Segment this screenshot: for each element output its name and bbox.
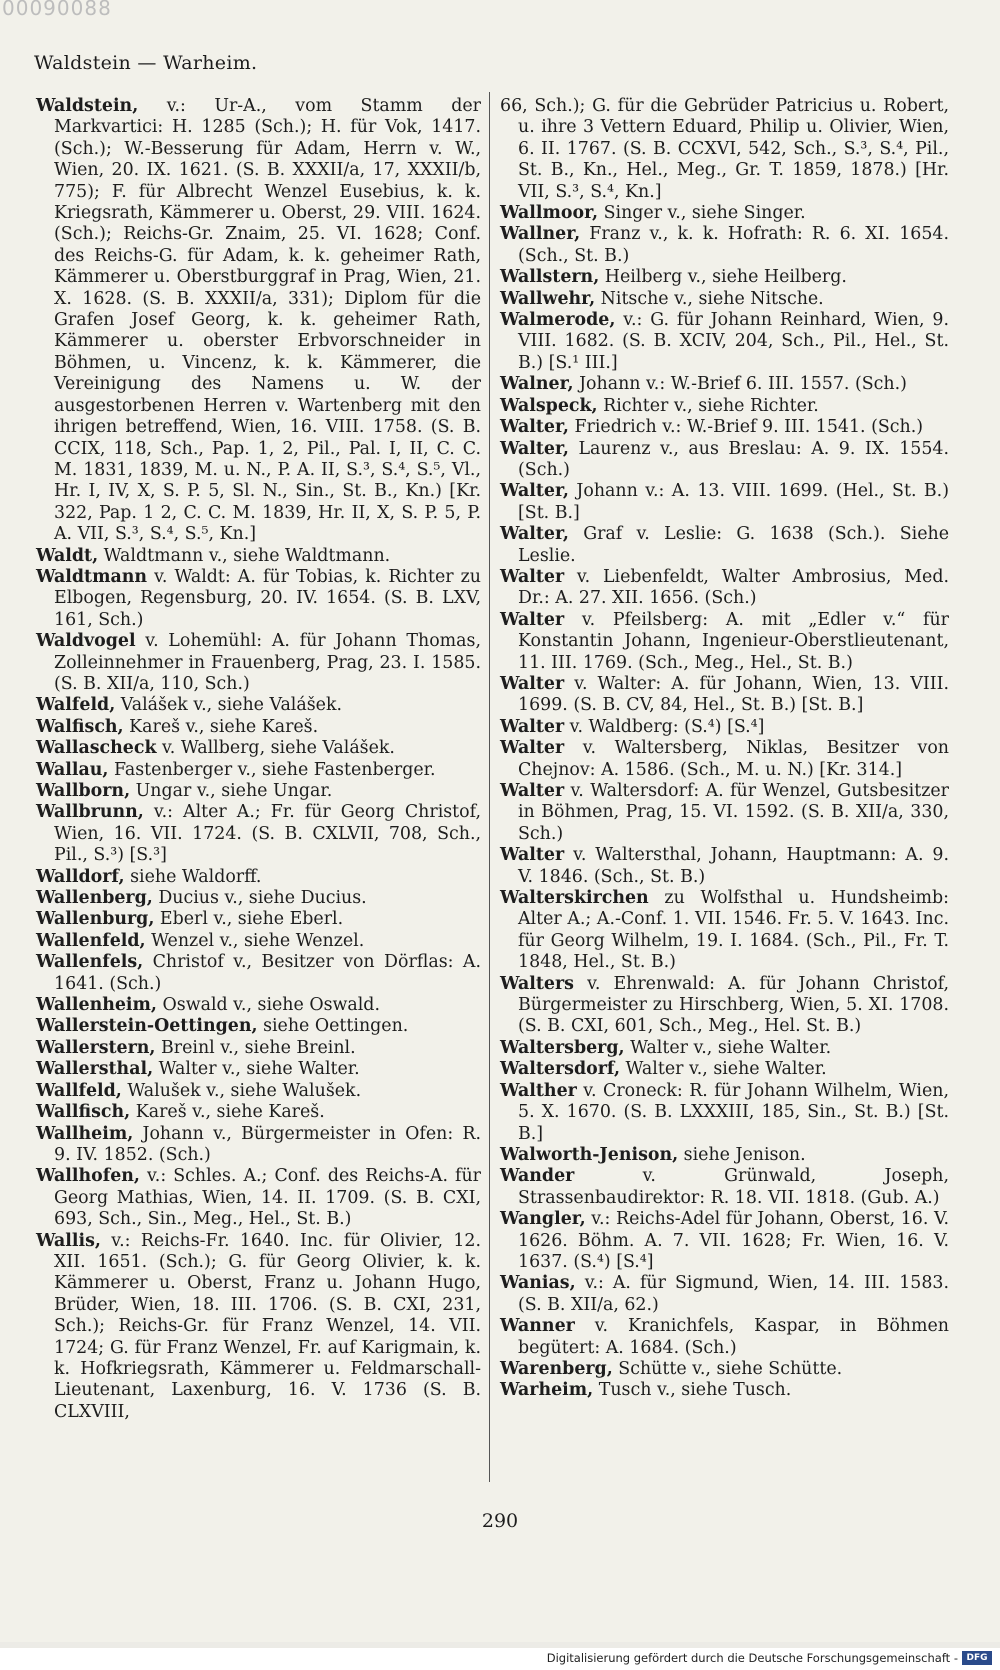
register-entry [500, 374, 949, 395]
entry-text: v. Grünwald, Joseph, Strassenbaudirektor: R. 18. VII. 1818. (Gub. A.) [518, 1166, 949, 1208]
entry-keyword: Wallhofen, [36, 1166, 140, 1187]
entry-text: Johann v., Bürgermeister in Ofen: R. 9. IV. 1852. (Sch.) [54, 1123, 481, 1165]
register-entry [500, 1038, 949, 1059]
register-entry [36, 952, 481, 995]
entry-keyword: Walmerode, [500, 310, 616, 331]
entry-text: v.: G. für Johann Reinhard, Wien, 9. VIII. 1682. (S. B. XCIV, 204, Sch., Pil., Hel., St. B.) [S.¹ III.] [518, 310, 949, 373]
entry-text: v. Kranichfels, Kaspar, in Böhmen begütert: A. 1684. (Sch.) [518, 1316, 949, 1358]
register-entry [500, 717, 949, 738]
entry-text: Ungar v., siehe Ungar. [130, 781, 333, 801]
entry-keyword: Walter [500, 781, 565, 801]
register-entry [36, 1016, 481, 1037]
entry-text: v. Waltersdorf: A. für Wenzel, Gutsbesitzer in Böhmen, Prag, 15. VI. 1592. (S. B. XII/a, 330, Sch.) [518, 781, 949, 844]
register-entry [500, 888, 949, 974]
entry-keyword: Wallheim, [36, 1123, 134, 1144]
register-entry [36, 931, 481, 952]
entry-text: Johann v.: W.-Brief 6. III. 1557. (Sch.) [573, 374, 907, 395]
entry-keyword: Walfisch, [36, 716, 124, 737]
entry-keyword: Wallersthal, [36, 1059, 154, 1080]
register-entry [500, 1209, 949, 1273]
entry-text: Christof v., Besitzer von Dörflas: A. 1641. (Sch.) [54, 952, 481, 994]
entry-keyword: Wander [500, 1166, 575, 1187]
entry-text: v. Ehrenwald: A. für Johann Christof, Bürgermeister zu Hirschberg, Wien, 5. XI. 1708. (S. B. CXI, 601, Sch., Meg., Hel. St. B.) [518, 973, 949, 1037]
entry-keyword: Walterskirchen [500, 888, 649, 909]
entry-text: zu Wolfsthal u. Hundsheimb: Alter A.; A.-Conf. 1. VII. 1546. Fr. 5. V. 1643. Inc. für Georg Wilhelm, 19. I. 1684. (Sch., Pil., Fr. T. 1848, Hel., St. B.) [518, 888, 949, 973]
register-entry [500, 417, 949, 438]
entry-text: Laurenz v., aus Breslau: A. 9. IX. 1554. (Sch.) [518, 438, 949, 480]
register-entry [36, 631, 481, 695]
entry-text: Franz v., k. k. Hofrath: R. 6. XI. 1654. (Sch., St. B.) [518, 224, 949, 266]
entry-keyword: Walter [500, 609, 565, 630]
scan-id: 00090088 [2, 0, 112, 20]
entry-text: v. Liebenfeldt, Walter Ambrosius, Med. Dr.: A. 27. XII. 1656. (Sch.) [518, 566, 949, 609]
entry-keyword: Walter [500, 738, 565, 759]
entry-keyword: Wallerstein-Oettingen, [36, 1016, 258, 1037]
entry-keyword: Walters [500, 973, 574, 994]
entry-keyword: Wallerstern, [36, 1037, 156, 1058]
register-entry [500, 1081, 949, 1145]
entry-text: v. Waldberg: (S.⁴) [S.⁴] [564, 716, 765, 737]
entry-keyword: Wallenheim, [36, 995, 157, 1016]
entry-keyword: Walner, [500, 374, 574, 395]
entry-keyword: Wallfisch, [36, 1102, 131, 1123]
entry-keyword: Wallstern, [500, 267, 600, 288]
register-entry [36, 96, 481, 546]
entry-text: Wenzel v., siehe Wenzel. [145, 930, 365, 951]
entry-text: Ducius v., siehe Ducius. [152, 888, 367, 909]
entry-text: siehe Waldorff. [124, 866, 262, 887]
entry-keyword: Wallmoor, [500, 203, 599, 224]
register-entry [36, 781, 481, 802]
entry-keyword: Waltersdorf, [500, 1059, 621, 1080]
register-entry [36, 717, 481, 738]
register-entry [36, 1038, 481, 1059]
entry-keyword: Wallwehr, [500, 288, 596, 309]
entry-keyword: Wangler, [500, 1209, 586, 1230]
register-entry [500, 396, 949, 417]
register-entry [500, 738, 949, 781]
entry-keyword: Walter, [500, 417, 569, 438]
register-entry [36, 567, 481, 631]
entry-text: Fastenberger v., siehe Fastenberger. [108, 759, 436, 780]
register-entry [500, 481, 949, 524]
register-entry [36, 1102, 481, 1123]
entry-text: v.: Alter A.; Fr. für Georg Christof, Wien, 16. VII. 1724. (S. B. CXLVII, 708, Sch., Pil., S.³) [S.³] [54, 802, 481, 866]
entry-text: siehe Oettingen. [257, 1016, 409, 1037]
entry-keyword: Wallbrunn, [36, 802, 144, 823]
entry-text: Waldtmann v., siehe Waldtmann. [98, 545, 391, 566]
register-entry [500, 1145, 949, 1166]
register-entry [500, 267, 949, 288]
entry-text: v. Waltersberg, Niklas, Besitzer von Chejnov: A. 1586. (Sch., M. u. N.) [Kr. 314.] [518, 738, 949, 780]
entry-text: Valášek v., siehe Valášek. [115, 695, 343, 716]
entry-text: Oswald v., siehe Oswald. [156, 995, 380, 1016]
register-entry [36, 867, 481, 888]
entry-keyword: Walter [500, 716, 565, 737]
register-entry [500, 224, 949, 267]
entry-text: Richter v., siehe Richter. [597, 395, 819, 416]
entry-keyword: Wallenfels, [36, 952, 144, 973]
register-entry [36, 1124, 481, 1167]
entry-keyword: Walter [500, 566, 565, 587]
entry-text: Eberl v., siehe Eberl. [154, 909, 344, 930]
register-entry [500, 96, 949, 203]
register-entry [500, 845, 949, 888]
entry-keyword: Walfeld, [36, 695, 116, 716]
register-entry [500, 781, 949, 845]
entry-keyword: Wallenberg, [36, 888, 153, 909]
entry-keyword: Waldt, [36, 545, 99, 566]
entry-text: Johann v.: A. 13. VIII. 1699. (Hel., St. B.) [St. B.] [518, 481, 949, 523]
left-column [36, 96, 481, 1423]
entry-text: Walter v., siehe Walter. [153, 1059, 360, 1080]
entry-text: v.: Reichs-Fr. 1640. Inc. für Olivier, 12. XII. 1651. (Sch.); G. für Georg Olivier, k. k. Kämmerer u. Oberst, Franz u. Johann Hugo, Brüder, Wien, 18. III. 1706. (S. B. CXI, 231, Sch.); Reichs-Gr. für Franz Wenzel, 14. VII. 1724; G. für Franz Wenzel, Fr. auf Karigmain, k. k. Hofkriegsrath, Kämmerer u. Feldmarschall-Lieutenant, Laxenburg, 16. V. 1736 (S. B. CLXVIII, [54, 1230, 481, 1422]
entry-keyword: Waldstein, [36, 96, 139, 116]
entry-text: v. Walter: A. für Johann, Wien, 13. VIII. 1699. (S. B. CV, 84, Hel., St. B.) [St. B.] [518, 673, 949, 716]
entry-keyword: Wallborn, [36, 781, 131, 801]
register-entry [500, 567, 949, 610]
entry-text: siehe Jenison. [678, 1144, 806, 1165]
entry-keyword: Wallenfeld, [36, 930, 146, 951]
entry-text: v. Lohemühl: A. für Johann Thomas, Zolleinnehmer in Frauenberg, Prag, 23. I. 1585. (S. B. XII/a, 110, Sch.) [54, 631, 481, 694]
right-column [500, 96, 949, 1402]
register-entry [500, 1273, 949, 1316]
register-entry [36, 995, 481, 1016]
entry-text: v.: Reichs-Adel für Johann, Oberst, 16. V. 1626. Böhm. A. 7. VII. 1628; Fr. Wien, 16. V. 1637. (S.⁴) [S.⁴] [518, 1209, 949, 1272]
entry-text: Heilberg v., siehe Heilberg. [599, 267, 847, 288]
entry-keyword: Wallner, [500, 224, 581, 245]
entry-text: Walter v., siehe Walter. [624, 1037, 832, 1058]
register-entry [36, 802, 481, 866]
entry-keyword: Waltersberg, [500, 1037, 625, 1058]
register-entry [500, 524, 949, 567]
register-entry [500, 439, 949, 482]
entry-text: v.: Ur-A., vom Stamm der Markvartici: H. 1285 (Sch.); H. für Vok, 1417. (Sch.); W.-Besserung für Adam, Herrn v. W., Wien, 20. IX. 1621. (S. B. XXXII/a, 17, XXXII/b, 775); F. für Albrecht Wenzel Eusebius, k. k. Kriegsrath, Kämmerer u. Oberst, 29. VIII. 1624. (Sch.); Reichs-Gr. Znaim, 25. VI. 1628; Conf. des Reichs-G. für Adam, k. k. geheimer Rath, Kämmerer u. Oberstburggraf in Prag, Wien, 21. X. 1628. (S. B. XXXII/a, 331); Diplom für die Grafen Josef Georg, k. k. geheimer Rath, Kämmerer u. oberster Erbvorschneider in Böhmen, u. Vincenz, k. k. Kämmerer, die Vereinigung des Namens u. W. der ausgestorbenen Herren v. Wartenberg mit den ihrigen betreffend, Wien, 16. VIII. 1758. (S. B. CCIX, 118, Sch., Pap. 1, 2, Pil., Pal. I, II, C. C. M. 1831, 1839, M. u. N., P. A. II, S.³, S.⁴, S.⁵, Vl., Hr. I, IV, X, S. P. 5, Sl. N., Sin., St. B., Kn.) [Kr. 322, Pap. 1 2, C. C. M. 1839, Hr. II, X, S. P. 5, P. A. VII, S.³, S.⁴, S.⁵, Kn.] [54, 96, 481, 545]
entry-keyword: Wallfeld, [36, 1080, 122, 1101]
entry-keyword: Wallenburg, [36, 909, 155, 930]
entry-text: Walušek v., siehe Walušek. [121, 1080, 362, 1101]
entry-keyword: Warenberg, [500, 1358, 613, 1379]
register-entry [36, 546, 481, 567]
column-rule [489, 92, 490, 1482]
running-head: Waldstein — Warheim. [34, 52, 258, 74]
register-entry [500, 310, 949, 374]
entry-keyword: Wanias, [500, 1273, 576, 1294]
entry-text: Graf v. Leslie: G. 1638 (Sch.). Siehe Leslie. [518, 524, 949, 566]
register-entry [36, 1059, 481, 1080]
entry-keyword: Wanner [500, 1316, 575, 1337]
entry-text: Nitsche v., siehe Nitsche. [595, 288, 824, 309]
entry-keyword: Wallis, [36, 1230, 101, 1251]
entry-keyword: Walter, [500, 438, 569, 459]
entry-text: Walter v., siehe Walter. [620, 1059, 827, 1080]
register-entry [500, 1166, 949, 1209]
register-entry [36, 1081, 481, 1102]
dfg-logo: DFG [962, 1651, 992, 1665]
entry-keyword: Walther [500, 1080, 577, 1101]
register-entry [36, 695, 481, 716]
register-entry [36, 738, 481, 759]
register-entry [36, 888, 481, 909]
register-entry [36, 1231, 481, 1424]
footer-bar [0, 1648, 1000, 1670]
register-entry [500, 1316, 949, 1359]
register-entry [500, 674, 949, 717]
entry-text: v. Pfeilsberg: A. mit „Edler v.“ für Konstantin Johann, Ingenieur-Oberstlieutenant, 11. III. 1769. (Sch., Meg., Hel., St. B.) [518, 609, 949, 673]
register-entry [500, 610, 949, 674]
register-entry [500, 1359, 949, 1380]
register-entry [500, 203, 949, 224]
entry-text: Friedrich v.: W.-Brief 9. III. 1541. (Sch.) [568, 417, 924, 438]
entry-text: v.: Schles. A.; Conf. des Reichs-A. für Georg Mathias, Wien, 14. II. 1709. (S. B. CXI, 693, Sch., Sin., Meg., Hel., St. B.) [54, 1166, 481, 1230]
entry-keyword: Walter [500, 845, 565, 866]
entry-keyword: Walter, [500, 481, 569, 502]
entry-keyword: Wallau, [36, 759, 109, 780]
register-entry [36, 760, 481, 781]
entry-keyword: Walldorf, [36, 866, 125, 887]
entry-text: Kareš v., siehe Kareš. [130, 1102, 325, 1123]
entry-text: Singer v., siehe Singer. [598, 203, 806, 224]
entry-keyword: Walter, [500, 524, 569, 545]
register-entry [36, 1166, 481, 1230]
entry-keyword: Warheim, [500, 1380, 594, 1401]
entry-keyword: Walter [500, 673, 565, 694]
register-entry [36, 909, 481, 930]
entry-keyword: Walspeck, [500, 395, 598, 416]
entry-text: Schütte v., siehe Schütte. [612, 1358, 843, 1379]
entry-keyword: Walworth-Jenison, [500, 1144, 679, 1165]
entry-text: v. Waldt: A. für Tobias, k. Richter zu Elbogen, Regensburg, 20. IV. 1654. (S. B. LXV, 161, Sch.) [54, 566, 481, 630]
entry-keyword: Wallascheck [36, 738, 157, 759]
funding-note: Digitalisierung gefördert durch die Deutsche Forschungsgemeinschaft - [546, 1651, 958, 1665]
register-entry [500, 1059, 949, 1080]
register-entry [500, 1380, 949, 1401]
register-entry [500, 289, 949, 310]
entry-keyword: Waldvogel [36, 631, 136, 652]
entry-text: Tusch v., siehe Tusch. [593, 1380, 792, 1401]
page-number: 290 [481, 1510, 519, 1532]
entry-text: v. Waltersthal, Johann, Hauptmann: A. 9. V. 1846. (Sch., St. B.) [518, 845, 949, 887]
entry-text: Kareš v., siehe Kareš. [123, 716, 319, 737]
entry-text: 66, Sch.); G. für die Gebrüder Patricius u. Robert, u. ihre 3 Vettern Eduard, Philip u. Olivier, Wien, 6. II. 1767. (S. B. CCXVI, 542, Sch., S.³, S.⁴, Pil., St. B., Kn., Hel., Meg., Gr. T. 1859, 1878.) [Hr. VII, S.³, S.⁴, Kn.] [500, 96, 949, 202]
entry-text: v.: A. für Sigmund, Wien, 14. III. 1583. (S. B. XII/a, 62.) [518, 1273, 949, 1315]
entry-text: v. Croneck: R. für Johann Wilhelm, Wien, 5. X. 1670. (S. B. LXXXIII, 185, Sin., St. B.) [St. B.] [518, 1080, 949, 1144]
entry-text: v. Wallberg, siehe Valášek. [156, 738, 395, 759]
entry-keyword: Waldtmann [36, 566, 148, 587]
entry-text: Breinl v., siehe Breinl. [155, 1037, 356, 1058]
register-entry [500, 974, 949, 1038]
